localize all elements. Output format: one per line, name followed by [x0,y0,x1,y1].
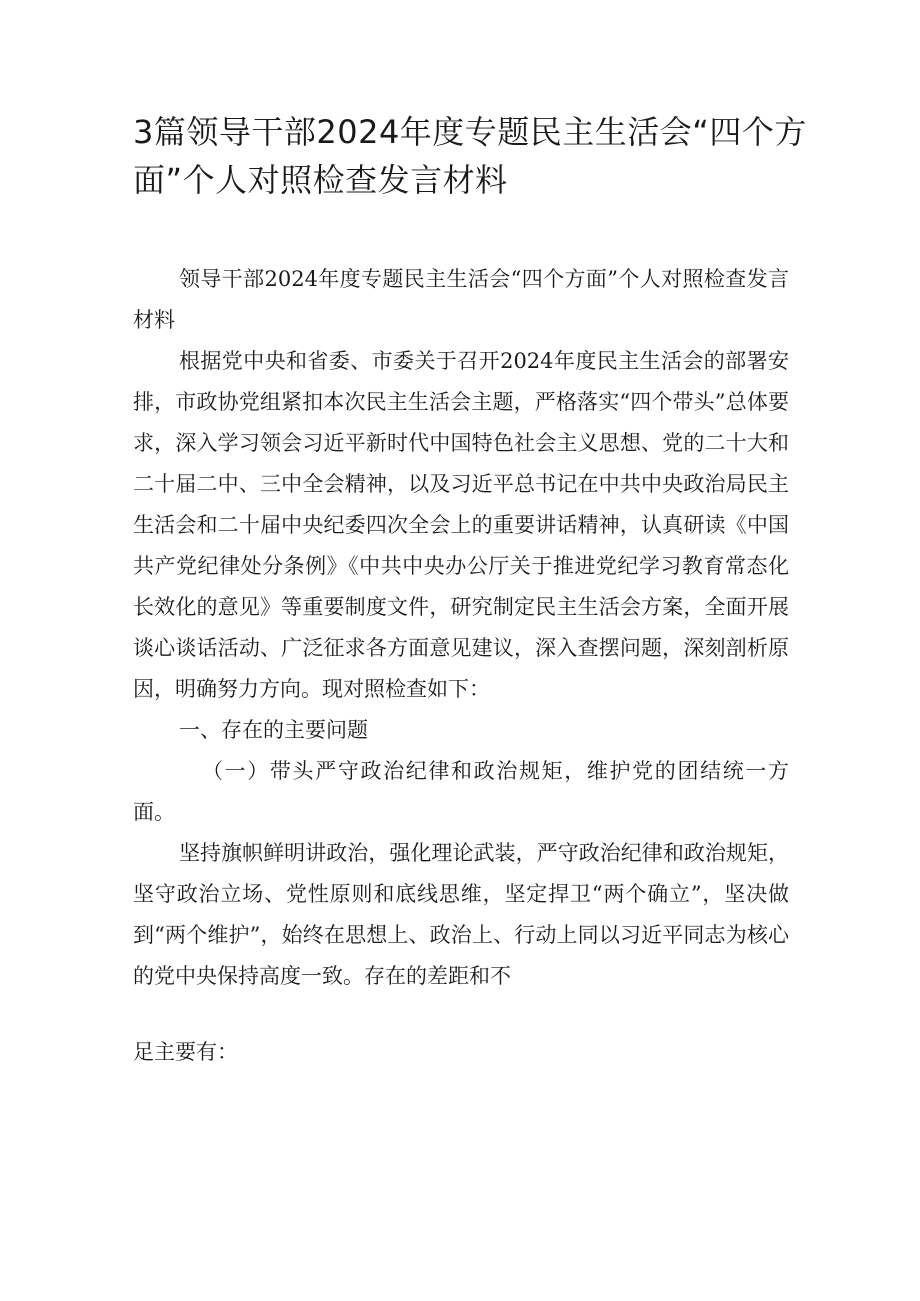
body-paragraph: 坚持旗帜鲜明讲政治，强化理论武装，严守政治纪律和政治规矩，坚守政治立场、党性原则和底线思维，坚定捍卫“两个确立”，坚决做到“两个维护”，始终在思想上、政治上、行动上同以习近平同志为核心的党中央保持高度一致。存在的差距和不 [133,841,789,988]
intro-paragraph: 根据党中央和省委、市委关于召开2024年度民主生活会的部署安排，市政协党组紧扣本次民主生活会主题，严格落实“四个带头”总体要求，深入学习领会习近平新时代中国特色社会主义思想、党的二十大和二十届二中、三中全会精神，以及习近平总书记在中共中央政治局民主生活会和二十届中央纪委四次全会上的重要讲话精神，认真研读《中国共产党纪律处分条例》《中共中央办公厅关于推进党纪学习教育常态化长效化的意见》等重要制度文件，研究制定民主生活会方案，全面开展谈心谈话活动、广泛征求各方面意见建议，深入查摆问题，深刻剖析原因，明确努力方向。现对照检查如下： [133,349,789,701]
subsection-heading: （一）带头严守政治纪律和政治规矩，维护党的团结统一方面。 [133,759,789,824]
document-body [133,259,789,1073]
document-title: 3篇领导干部2024年度专题民主生活会“四个方面”个人对照检查发言材料 [133,113,807,199]
document-subtitle: 领导干部2024年度专题民主生活会“四个方面”个人对照检查发言材料 [133,267,789,332]
section-heading: 一、存在的主要问题 [179,718,368,742]
continuation-text: 足主要有： [133,1040,238,1064]
